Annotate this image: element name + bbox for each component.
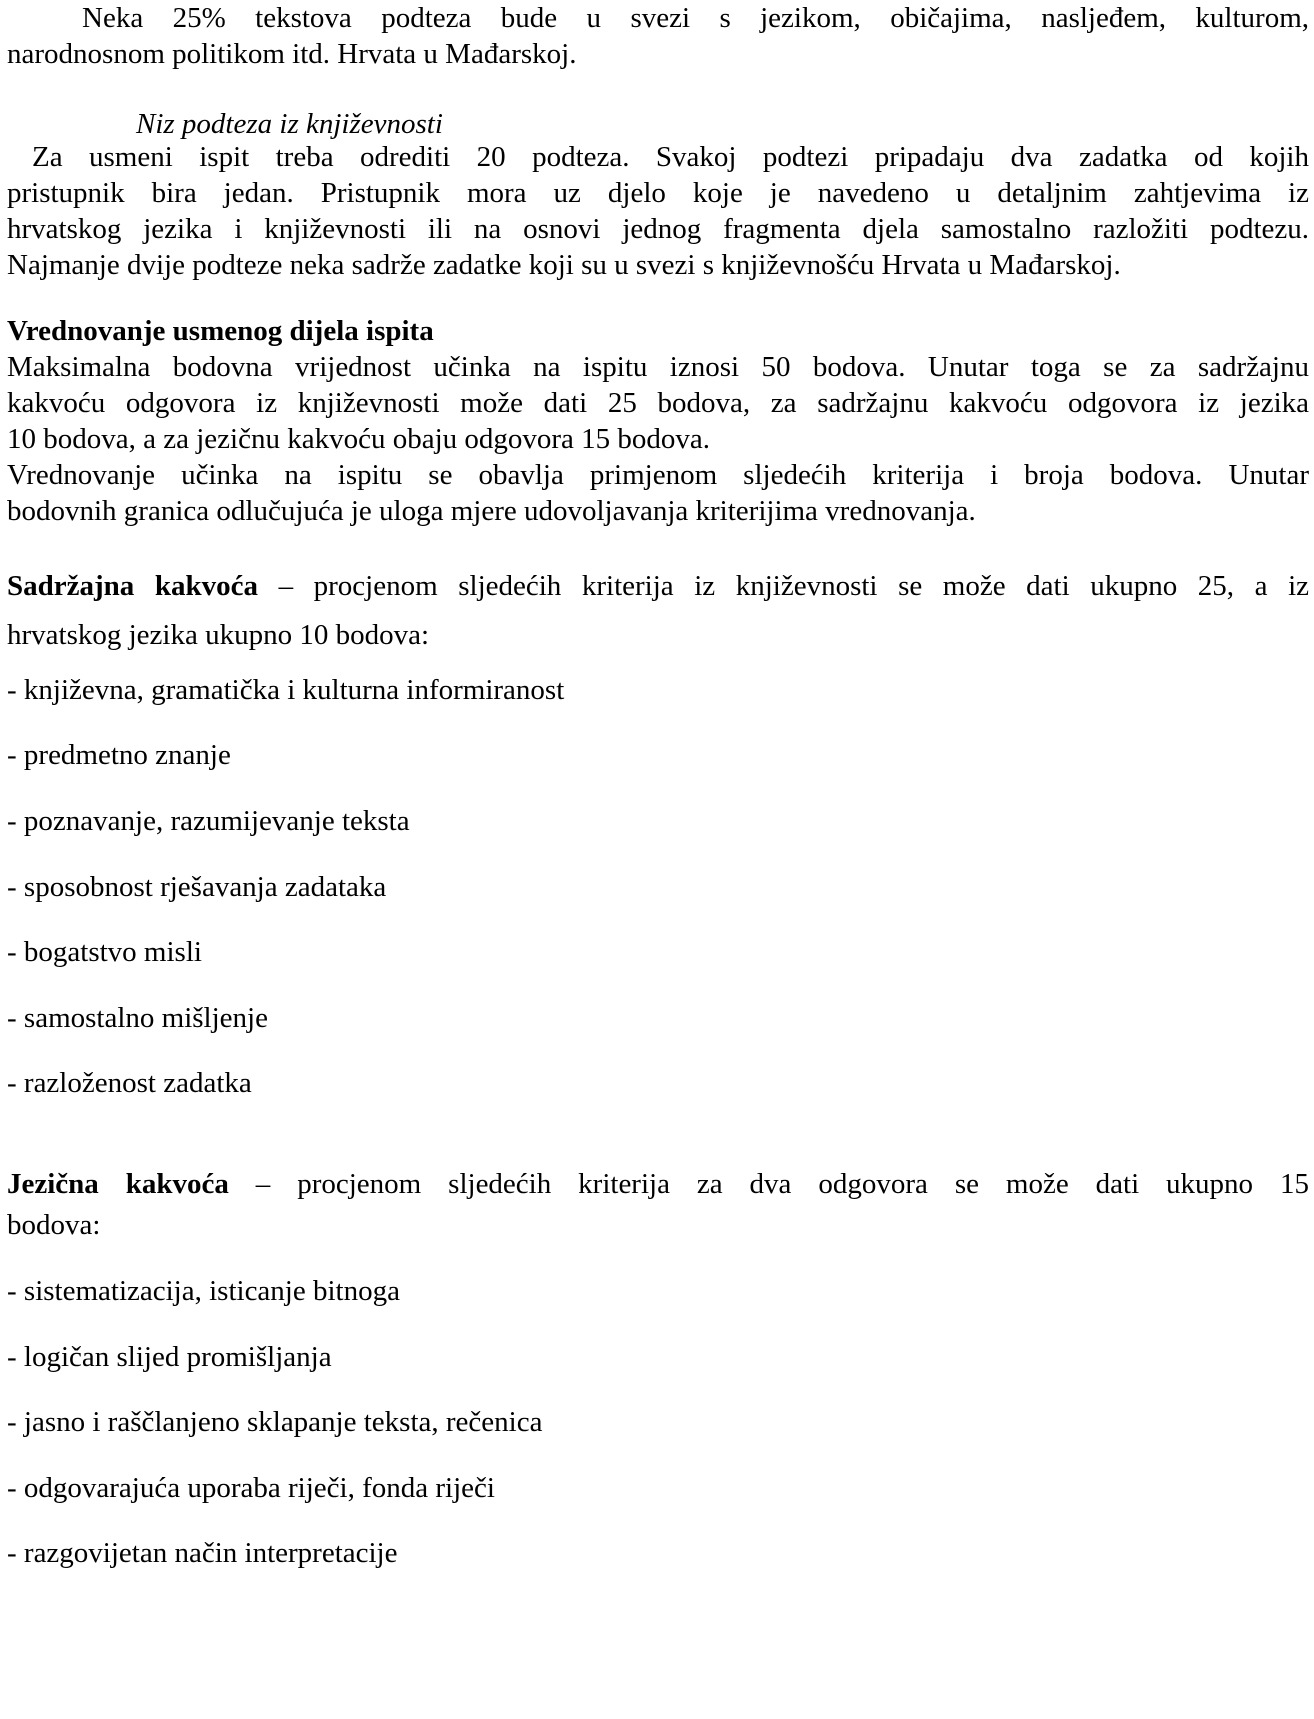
evaluation-line-4: Vrednovanje učinka na ispitu se obavlja primjenom sljedećih kriterija i broja bodova. Unutar	[7, 459, 1309, 491]
language-quality-item-2: - logičan slijed promišljanja	[7, 1341, 332, 1373]
intro-line-1: Neka 25% tekstova podteza bude u svezi s jezikom, običajima, nasljeđem, kulturom,	[82, 2, 1309, 34]
content-quality-item-1: - književna, gramatička i kulturna informiranost	[7, 674, 565, 706]
content-quality-line-1-text: – procjenom sljedećih kriterija iz književnosti se može dati ukupno 25, a iz	[258, 570, 1309, 602]
evaluation-line-5: bodovnih granica odlučujuća je uloga mjere udovoljavanja kriterijima vrednovanja.	[7, 495, 976, 527]
literature-line-1: Za usmeni ispit treba odrediti 20 podteza. Svakoj podtezi pripadaju dva zadatka od kojih	[32, 141, 1309, 173]
content-quality-item-3: - poznavanje, razumijevanje teksta	[7, 805, 410, 837]
language-quality-item-3: - jasno i raščlanjeno sklapanje teksta, rečenica	[7, 1406, 543, 1438]
language-quality-item-4: - odgovarajuća uporaba riječi, fonda riječi	[7, 1472, 495, 1504]
evaluation-line-3: 10 bodova, a za jezičnu kakvoću obaju odgovora 15 bodova.	[7, 423, 711, 455]
literature-line-3: hrvatskog jezika i književnosti ili na osnovi jednog fragmenta djela samostalno razložiti podtezu.	[7, 213, 1309, 245]
evaluation-line-1: Maksimalna bodovna vrijednost učinka na ispitu iznosi 50 bodova. Unutar toga se za sadržajnu	[7, 351, 1309, 383]
evaluation-line-2: kakvoću odgovora iz književnosti može dati 25 bodova, za sadržajnu kakvoću odgovora iz jezika	[7, 387, 1309, 419]
language-quality-paragraph	[7, 1164, 1309, 1246]
evaluation-paragraph	[7, 349, 1309, 529]
content-quality-item-6: - samostalno mišljenje	[7, 1002, 268, 1034]
literature-line-2: pristupnik bira jedan. Pristupnik mora uz djelo koje je navedeno u detaljnim zahtjevima iz	[7, 177, 1309, 209]
evaluation-heading: Vrednovanje usmenog dijela ispita	[7, 315, 434, 347]
content-quality-term: Sadržajna kakvoća	[7, 570, 258, 602]
content-quality-line-1	[7, 562, 1309, 611]
content-quality-item-5: - bogatstvo misli	[7, 936, 202, 968]
literature-heading: Niz podteza iz književnosti	[136, 108, 443, 140]
language-quality-item-5: - razgovijetan način interpretacije	[7, 1537, 398, 1569]
language-quality-line-1-text: – procjenom sljedećih kriterija za dva odgovora se može dati ukupno 15	[228, 1168, 1309, 1200]
language-quality-term: Jezična kakvoća	[7, 1168, 229, 1200]
content-quality-item-2: - predmetno znanje	[7, 739, 231, 771]
intro-line-2: narodnosnom politikom itd. Hrvata u Mađarskoj.	[7, 38, 577, 70]
literature-line-4: Najmanje dvije podteze neka sadrže zadatke koji su u svezi s književnošću Hrvata u Mađarskoj.	[7, 249, 1121, 281]
content-quality-item-4: - sposobnost rješavanja zadataka	[7, 871, 387, 903]
literature-paragraph	[7, 139, 1309, 283]
intro-paragraph	[7, 0, 1309, 72]
language-quality-line-2: bodova:	[7, 1209, 101, 1241]
content-quality-item-7: - razloženost zadatka	[7, 1067, 252, 1099]
content-quality-line-2: hrvatskog jezika ukupno 10 bodova:	[7, 619, 430, 651]
content-quality-paragraph	[7, 562, 1309, 660]
language-quality-line-1	[7, 1164, 1309, 1205]
language-quality-item-1: - sistematizacija, isticanje bitnoga	[7, 1275, 400, 1307]
